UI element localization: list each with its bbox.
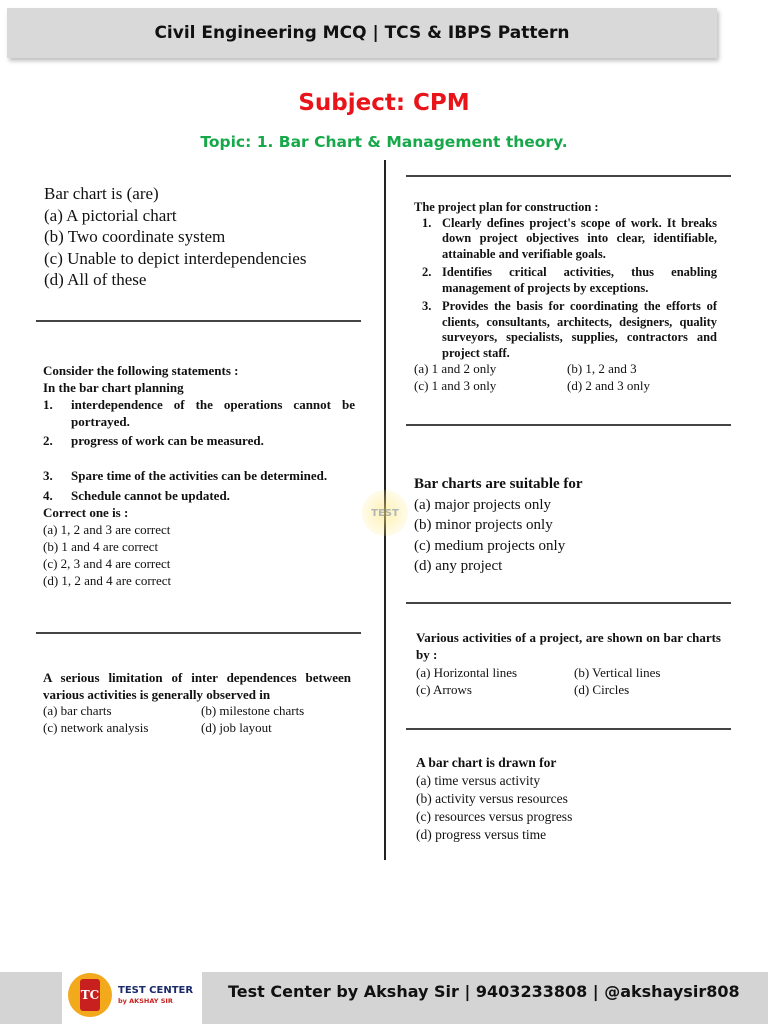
question-stem: A bar chart is drawn for <box>416 755 557 770</box>
option-d: (d) All of these <box>44 270 147 289</box>
question-project-plan <box>414 200 717 394</box>
logo-icon <box>68 973 112 1017</box>
correct-label: Correct one is : <box>43 505 129 520</box>
option-a: (a) bar charts <box>43 703 112 718</box>
option-d: (d) 2 and 3 only <box>567 377 651 393</box>
statement-3: 3. Provides the basis for coordinating the efforts of clients, consultants, architects, designers, quality surveyors, specialists, supplies, contractors and project staff. <box>422 299 717 360</box>
option-c: (c) 1 and 3 only <box>414 377 497 393</box>
option-c: (c) Arrows <box>416 681 472 697</box>
statement-2: 2. Identifies critical activities, thus enabling management of projects by exceptions. <box>422 265 717 295</box>
option-c: (c) medium projects only <box>414 537 566 554</box>
option-d: (d) 1, 2 and 4 are correct <box>43 573 172 588</box>
options-grid <box>416 665 721 698</box>
separator <box>36 320 361 322</box>
option-b: (b) Vertical lines <box>574 665 661 680</box>
option-a: (a) Horizontal lines <box>416 665 518 680</box>
logo-wordmark: TEST CENTER by AKSHAY SIR <box>118 984 194 1005</box>
question-bar-charts-suitable <box>414 474 717 577</box>
option-d: (d) any project <box>414 558 503 574</box>
statement-2: 2. progress of work can be measured. <box>43 433 264 448</box>
topic-title: Topic: 1. Bar Chart & Management theory. <box>200 133 568 151</box>
statement-3: 3. Spare time of the activities can be determined. <box>43 468 328 483</box>
option-d: (d) job layout <box>201 719 272 735</box>
watermark: TEST <box>362 490 408 536</box>
option-b: (b) minor projects only <box>414 517 553 533</box>
options-grid <box>43 703 351 736</box>
option-c: (c) Unable to depict interdependencies <box>44 248 307 268</box>
logo <box>62 966 202 1024</box>
option-b: (b) 1, 2 and 3 <box>567 361 637 376</box>
option-b: (b) 1 and 4 are correct <box>43 539 159 554</box>
option-c: (c) resources versus progress <box>416 809 573 824</box>
option-d: (d) progress versus time <box>416 827 547 842</box>
option-a: (a) major projects only <box>414 496 552 513</box>
question-various-activities <box>416 630 721 698</box>
question-stem: Bar chart is (are) <box>44 184 159 203</box>
separator <box>406 602 731 604</box>
option-d: (d) Circles <box>574 681 630 697</box>
header-bar <box>7 8 717 58</box>
option-a: (a) time versus activity <box>416 773 541 788</box>
option-a: (a) 1, 2 and 3 are correct <box>43 522 171 537</box>
option-b: (b) Two coordinate system <box>44 227 226 246</box>
question-serious-limitation <box>43 670 351 736</box>
question-bar-chart-is <box>44 183 364 291</box>
footer-contact: Test Center by Akshay Sir | 9403233808 | @akshaysir808 <box>228 982 740 1001</box>
header-title: Civil Engineering MCQ | TCS & IBPS Pattern <box>154 23 570 43</box>
separator <box>406 424 731 426</box>
question-stem: Bar charts are suitable for <box>414 476 583 492</box>
separator <box>406 728 731 730</box>
option-c: (c) 2, 3 and 4 are correct <box>43 556 171 571</box>
separator <box>406 175 731 177</box>
option-b: (b) activity versus resources <box>416 791 568 806</box>
separator <box>36 632 361 634</box>
option-a: (a) 1 and 2 only <box>414 361 497 376</box>
question-intro: In the bar chart planning <box>43 380 184 395</box>
subject-title: Subject: CPM <box>298 90 470 116</box>
question-stem: Consider the following statements : <box>43 363 239 378</box>
statement-4: 4. Schedule cannot be updated. <box>43 488 230 503</box>
option-b: (b) milestone charts <box>201 703 305 718</box>
question-consider-statements <box>43 362 355 589</box>
statement-1: 1. interdependence of the operations cannot be portrayed. <box>43 397 355 429</box>
option-c: (c) network analysis <box>43 719 149 735</box>
option-a: (a) A pictorial chart <box>44 205 177 225</box>
question-stem: Various activities of a project, are shown on bar charts by : <box>416 630 721 662</box>
question-bar-chart-drawn <box>416 754 716 844</box>
options-grid <box>414 361 717 394</box>
statement-1: 1. Clearly defines project's scope of work. It breaks down project objectives into clear, identifiable, attainable and verifiable goals. <box>422 215 717 261</box>
question-stem: The project plan for construction : <box>414 200 599 214</box>
question-stem: A serious limitation of inter dependences between various activities is generally observed in <box>43 670 351 702</box>
phone-icon: TC <box>80 979 100 1011</box>
